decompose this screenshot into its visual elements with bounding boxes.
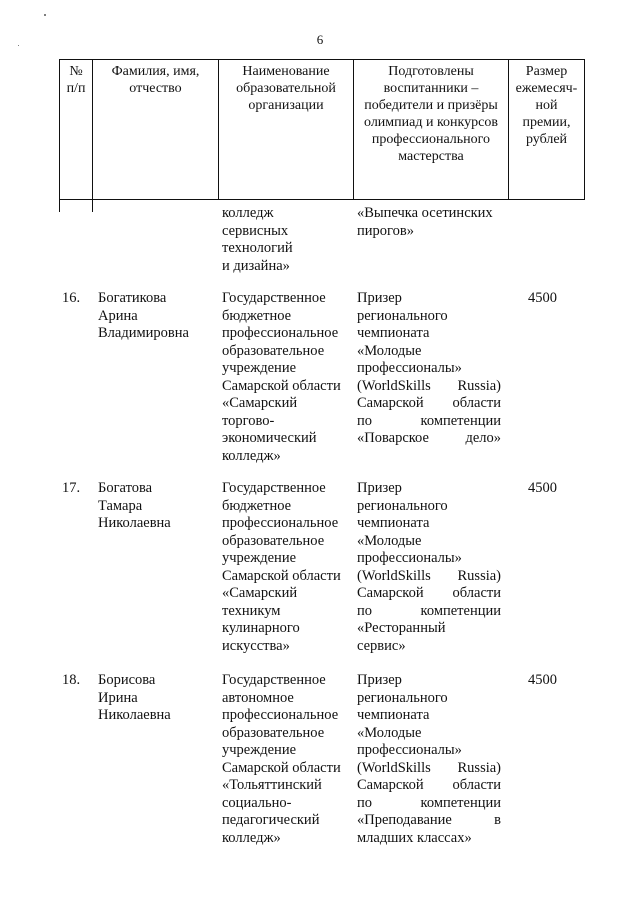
- word: компетенции: [420, 412, 501, 429]
- student-name-line: Богатова: [98, 480, 153, 496]
- bonus-amount: 4500: [528, 480, 557, 496]
- word: Самарской: [357, 777, 424, 793]
- word: «Поварское: [357, 430, 429, 446]
- organization-name-line: учреждение: [222, 550, 297, 566]
- student-name-line: Николаевна: [98, 515, 171, 531]
- organization-name-line: учреждение: [222, 360, 297, 376]
- organization-name-line: «Тольяттинский: [222, 777, 322, 793]
- header-achievement: Подготовлены воспитанники – победители и призёры олимпиад и конкурсов профессионального мастерства: [354, 60, 509, 200]
- word: области: [452, 777, 501, 793]
- student-name-line: Ирина: [98, 689, 138, 706]
- organization-name-line: торгово-: [222, 412, 275, 429]
- row-number: 16.: [62, 290, 81, 306]
- student-name-line: Борисова: [98, 672, 156, 688]
- organization-name-line: Самарской области: [222, 759, 341, 776]
- achievement-line: чемпионата: [357, 325, 430, 341]
- scan-speck: [44, 14, 46, 16]
- header-amount: Размер ежемесяч-ной премии, рублей: [509, 60, 585, 200]
- word: дело»: [465, 430, 501, 446]
- achievement-line: [357, 430, 501, 448]
- achievement-line: [357, 795, 501, 813]
- student-name-line: Тамара: [98, 497, 143, 514]
- organization-name-line: образовательное: [222, 532, 325, 549]
- row-number: 17.: [62, 480, 81, 496]
- organization-name-line: педагогический: [222, 812, 320, 828]
- word: Самарской: [357, 585, 424, 601]
- achievement-line: [357, 378, 501, 396]
- achievement-line: Призер: [357, 290, 402, 306]
- achievement-line: [357, 395, 501, 413]
- achievement-line: [357, 603, 501, 621]
- achievement-line: профессионалы»: [357, 550, 462, 566]
- word: Самарской: [357, 395, 424, 411]
- continued-achievement-line: пирогов»: [357, 222, 414, 239]
- achievement-line: младших классах»: [357, 829, 472, 846]
- organization-name-line: Самарской области: [222, 567, 341, 584]
- student-name-line: Владимировна: [98, 325, 189, 341]
- organization-name: [222, 672, 341, 847]
- achievement-line: [357, 777, 501, 795]
- student-name-line: Николаевна: [98, 707, 171, 723]
- word: компетенции: [420, 794, 501, 811]
- organization-name-line: колледж»: [222, 829, 281, 846]
- continued-organization-line: и дизайна»: [222, 257, 290, 274]
- organization-name-line: Самарской области: [222, 377, 341, 394]
- word: области: [452, 395, 501, 411]
- organization-name-line: кулинарного: [222, 620, 300, 636]
- organization-name-line: Государственное: [222, 480, 326, 496]
- header-name: Фамилия, имя, отчество: [93, 60, 219, 200]
- word: области: [452, 585, 501, 601]
- organization-name-line: образовательное: [222, 342, 325, 359]
- achievement-line: «Молодые: [357, 532, 422, 549]
- word: в: [494, 812, 501, 828]
- organization-name-line: колледж»: [222, 447, 281, 464]
- header-organization: Наименование образовательной организации: [219, 60, 354, 200]
- continued-organization-line: технологий: [222, 240, 293, 256]
- organization-name: [222, 480, 341, 655]
- achievement-line: [357, 760, 501, 778]
- word: Russia): [457, 759, 501, 776]
- word: «Преподавание: [357, 812, 452, 828]
- word: Russia): [457, 377, 501, 394]
- page-number: 6: [316, 32, 324, 47]
- achievement: [357, 290, 501, 448]
- organization-name: [222, 290, 341, 465]
- achievement-line: профессионалы»: [357, 742, 462, 758]
- achievement-line: чемпионата: [357, 707, 430, 723]
- word: по: [357, 794, 373, 811]
- achievement: [357, 672, 501, 847]
- word: (WorldSkills: [357, 377, 431, 394]
- organization-name-line: Государственное: [222, 672, 326, 688]
- achievement-line: чемпионата: [357, 515, 430, 531]
- continued-organization: [222, 205, 293, 275]
- achievement-line: «Молодые: [357, 724, 422, 741]
- organization-name-line: профессиональное: [222, 325, 339, 341]
- achievement-line: [357, 413, 501, 431]
- achievement-line: профессионалы»: [357, 360, 462, 376]
- achievement-line: Призер: [357, 480, 402, 496]
- achievement-line: сервис»: [357, 637, 406, 654]
- word: (WorldSkills: [357, 567, 431, 584]
- student-name-line: Арина: [98, 307, 138, 324]
- organization-name-line: автономное: [222, 689, 294, 706]
- continued-achievement-line: «Выпечка осетинских: [357, 205, 493, 221]
- bonus-amount: 4500: [528, 672, 557, 688]
- organization-name-line: Государственное: [222, 290, 326, 306]
- organization-name-line: бюджетное: [222, 307, 292, 324]
- organization-name-line: техникум: [222, 602, 281, 619]
- row-number: 18.: [62, 672, 81, 688]
- achievement-line: [357, 585, 501, 603]
- word: по: [357, 602, 373, 619]
- organization-name-line: искусства»: [222, 637, 290, 654]
- achievement-line: [357, 812, 501, 830]
- student-name-line: Богатикова: [98, 290, 167, 306]
- continued-organization-line: колледж: [222, 205, 274, 221]
- word: компетенции: [420, 602, 501, 619]
- organization-name-line: учреждение: [222, 742, 297, 758]
- bonus-amount: 4500: [528, 290, 557, 306]
- word: по: [357, 412, 373, 429]
- student-name: [98, 290, 189, 343]
- achievement-line: регионального: [357, 497, 448, 514]
- continued-achievement: [357, 205, 493, 240]
- organization-name-line: профессиональное: [222, 707, 339, 723]
- organization-name-line: социально-: [222, 794, 292, 811]
- organization-name-line: профессиональное: [222, 515, 339, 531]
- organization-name-line: экономический: [222, 430, 317, 446]
- word: (WorldSkills: [357, 759, 431, 776]
- continued-organization-line: сервисных: [222, 222, 289, 239]
- achievement-line: «Ресторанный: [357, 620, 446, 636]
- column-rule: [92, 198, 93, 212]
- student-name: [98, 672, 171, 725]
- achievement: [357, 480, 501, 655]
- column-rule: [59, 198, 60, 212]
- achievement-line: регионального: [357, 307, 448, 324]
- student-name: [98, 480, 171, 533]
- organization-name-line: «Самарский: [222, 585, 298, 601]
- organization-name-line: образовательное: [222, 724, 325, 741]
- achievement-line: регионального: [357, 689, 448, 706]
- word: Russia): [457, 567, 501, 584]
- table-header: [59, 59, 585, 200]
- achievement-line: [357, 568, 501, 586]
- organization-name-line: «Самарский: [222, 395, 298, 411]
- achievement-line: «Молодые: [357, 342, 422, 359]
- header-number: № п/п: [60, 60, 93, 200]
- organization-name-line: бюджетное: [222, 497, 292, 514]
- achievement-line: Призер: [357, 672, 402, 688]
